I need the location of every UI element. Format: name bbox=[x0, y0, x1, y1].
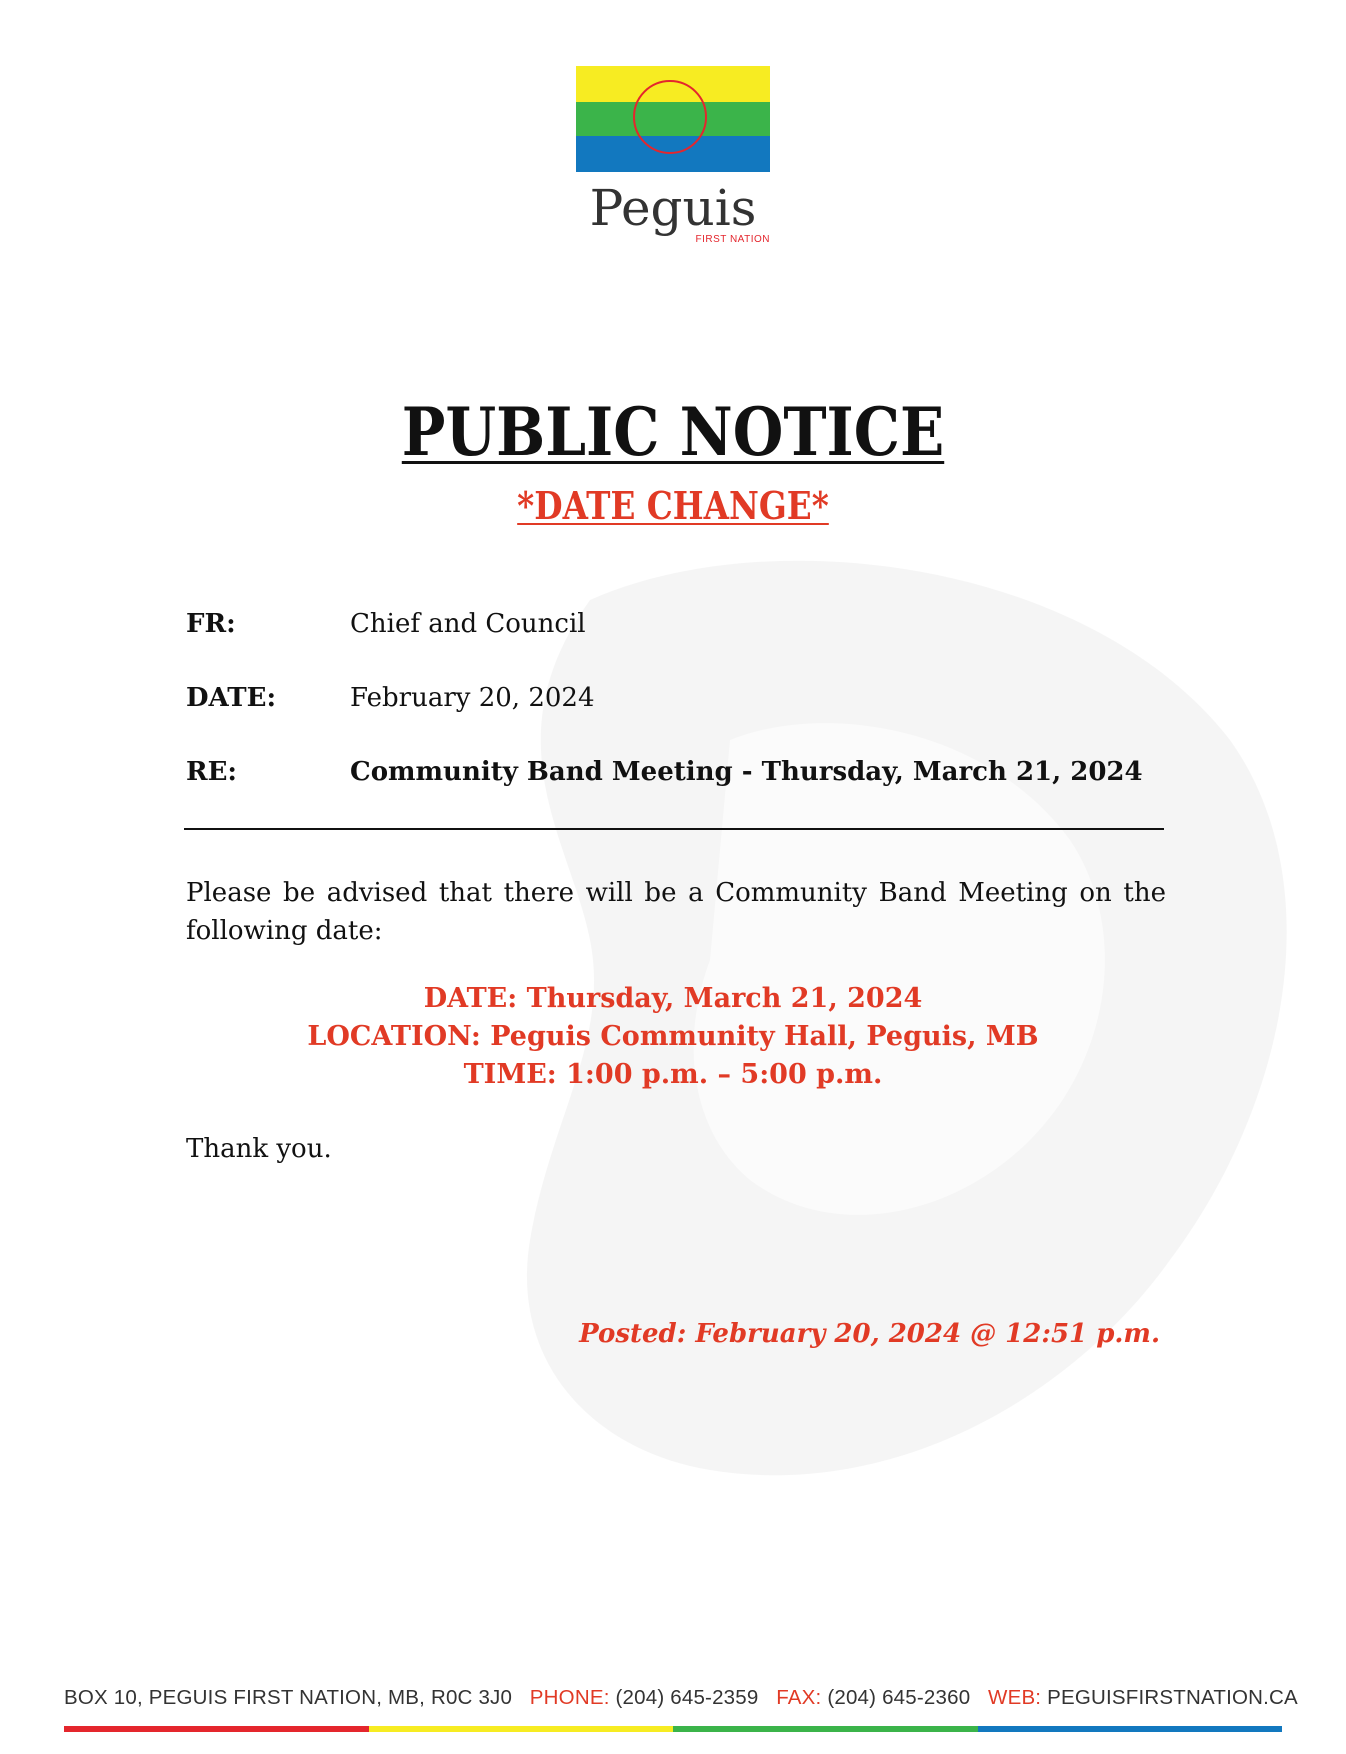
flag-icon bbox=[576, 66, 770, 172]
from-value: Chief and Council bbox=[350, 609, 586, 639]
footer-phone: (204) 645-2359 bbox=[615, 1686, 759, 1709]
footer-fax-label: FAX: bbox=[776, 1686, 822, 1709]
footer-web-label: WEB: bbox=[988, 1686, 1042, 1709]
footer-phone-label: PHONE: bbox=[529, 1686, 610, 1709]
footer-address: BOX 10, PEGUIS FIRST NATION, MB, R0C 3J0 bbox=[64, 1686, 513, 1709]
from-label: FR: bbox=[186, 609, 236, 639]
intro-paragraph: Please be advised that there will be a Community Band Meeting on the following date: bbox=[186, 878, 1166, 946]
date-value: February 20, 2024 bbox=[350, 683, 595, 713]
posted-timestamp: Posted: February 20, 2024 @ 12:51 p.m. bbox=[579, 1319, 1160, 1349]
footer-color-bar bbox=[64, 1726, 1282, 1732]
footer-bar-red bbox=[64, 1726, 369, 1732]
footer-fax: (204) 645-2360 bbox=[827, 1686, 971, 1709]
footer-bar-blue bbox=[978, 1726, 1283, 1732]
notice-title: PUBLIC NOTICE bbox=[401, 393, 945, 471]
meeting-location: LOCATION: Peguis Community Hall, Peguis, MB bbox=[307, 1021, 1039, 1052]
meeting-time: TIME: 1:00 p.m. – 5:00 p.m. bbox=[463, 1059, 883, 1090]
footer-contact bbox=[64, 1686, 1298, 1710]
re-value: Community Band Meeting - Thursday, March 21, 2024 bbox=[350, 757, 1143, 787]
date-label: DATE: bbox=[186, 683, 277, 713]
footer-bar-green bbox=[673, 1726, 978, 1732]
footer-web-link[interactable]: PEGUISFIRSTNATION.CA bbox=[1047, 1686, 1298, 1709]
logo-wordmark: Peguis bbox=[589, 179, 757, 237]
logo-subtitle: FIRST NATION bbox=[695, 234, 770, 245]
header-divider bbox=[184, 828, 1164, 830]
meeting-date: DATE: Thursday, March 21, 2024 bbox=[423, 983, 923, 1014]
re-label: RE: bbox=[186, 757, 238, 787]
flag-circle bbox=[633, 80, 707, 154]
notice-subtitle: *DATE CHANGE* bbox=[517, 483, 829, 528]
closing-text: Thank you. bbox=[186, 1134, 332, 1164]
meeting-details bbox=[0, 980, 1346, 1094]
footer-bar-yellow bbox=[369, 1726, 674, 1732]
peguis-logo bbox=[576, 66, 770, 245]
